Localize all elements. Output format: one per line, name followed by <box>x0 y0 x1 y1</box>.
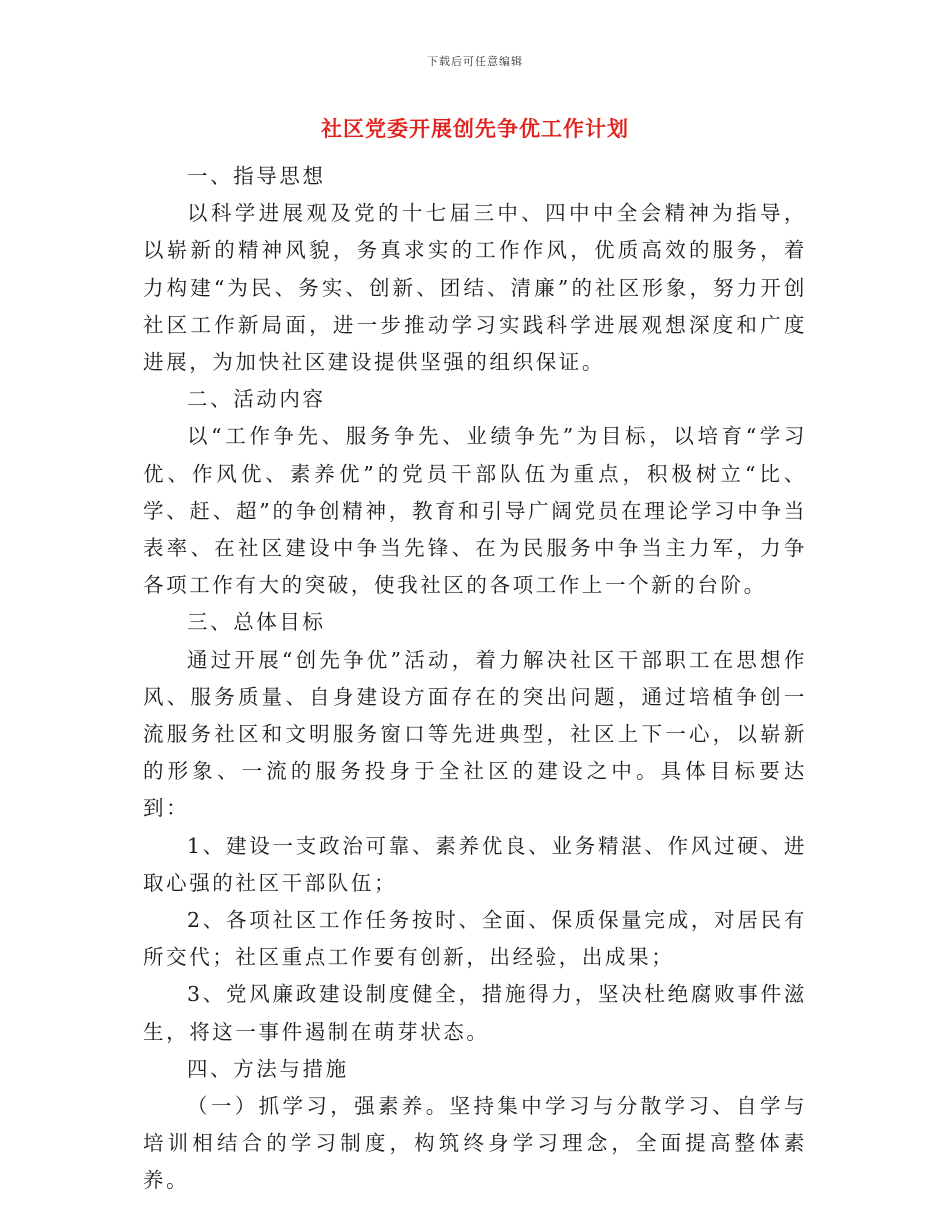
paragraph-methods-study: （一）抓学习，强素养。坚持集中学习与分散学习、自学与培训相结合的学习制度，构筑终身学习理念，全面提高整体素养。 <box>143 1094 807 1193</box>
page-header: 下载后可任意编辑 <box>427 55 523 68</box>
goal-item-2: 2、各项社区工作任务按时、全面、保质保量完成，对居民有所交代；社区重点工作要有创新，出经验，出成果； <box>143 908 807 970</box>
document-body <box>143 158 807 1200</box>
section-heading-guiding-ideology: 一、指导思想 <box>187 164 326 188</box>
document-title: 社区党委开展创先争优工作计划 <box>321 116 629 141</box>
paragraph-overall-goals: 通过开展“创先争优”活动，着力解决社区干部职工在思想作风、服务质量、自身建设方面存在的突出问题，通过培植争创一流服务社区和文明服务窗口等先进典型，社区上下一心，以崭新的形象、一流的服务投身于全社区的建设之中。具体目标要达到： <box>143 647 807 821</box>
paragraph-activity-content: 以“工作争先、服务争先、业绩争先”为目标，以培育“学习优、作风优、素养优”的党员干部队伍为重点，积极树立“比、学、赶、超”的争创精神，教育和引导广阔党员在理论学习中争当表率、在社区建设中争当先锋、在为民服务中争当主力军，力争各项工作有大的突破，使我社区的各项工作上一个新的台阶。 <box>143 424 807 598</box>
section-heading-overall-goals: 三、总体目标 <box>187 610 326 635</box>
paragraph-guiding-ideology: 以科学进展观及党的十七届三中、四中中全会精神为指导，以崭新的精神风貌，务真求实的工作作风，优质高效的服务，着力构建“为民、务实、创新、团结、清廉”的社区形象，努力开创社区工作新局面，进一步推动学习实践科学进展观想深度和广度进展，为加快社区建设提供坚强的组织保证。 <box>143 201 807 375</box>
goal-item-1: 1、建设一支政治可靠、素养优良、业务精湛、作风过硬、进取心强的社区干部队伍； <box>143 833 807 895</box>
section-heading-activity-content: 二、活动内容 <box>187 387 326 412</box>
goal-item-3: 3、党风廉政建设制度健全，措施得力，坚决杜绝腐败事件滋生，将这一事件遏制在萌芽状态。 <box>143 982 807 1044</box>
section-heading-methods: 四、方法与措施 <box>187 1056 349 1081</box>
